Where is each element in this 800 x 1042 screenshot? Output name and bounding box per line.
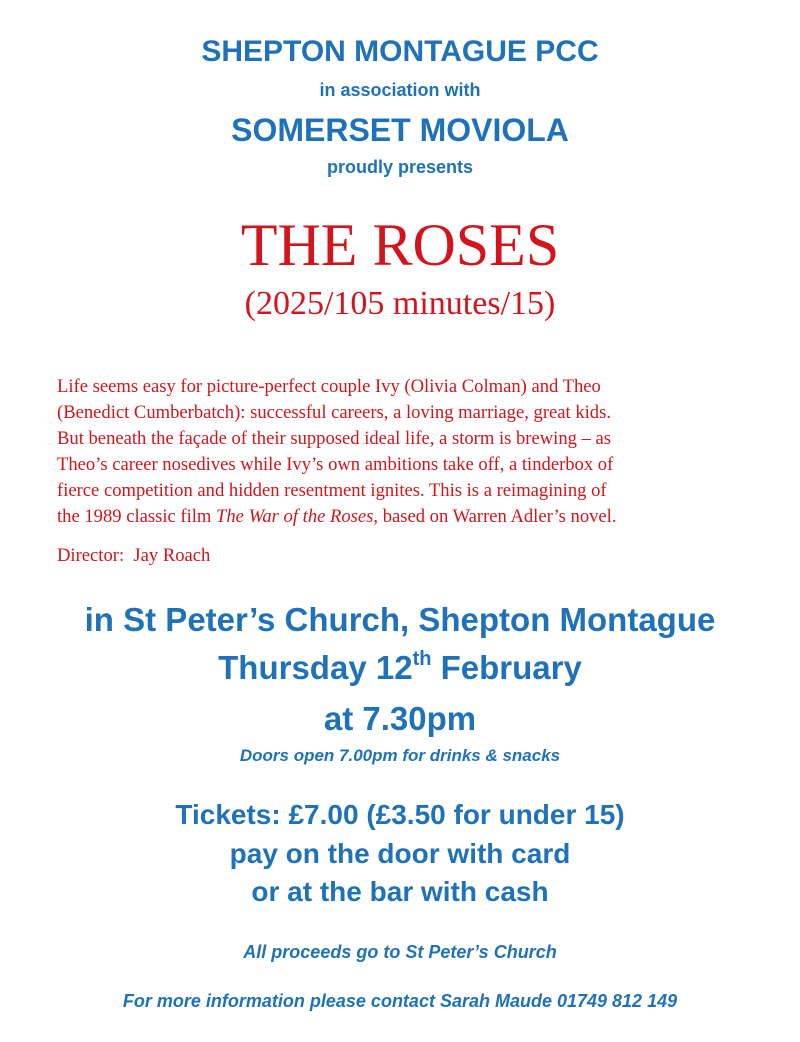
date-month: February — [431, 649, 582, 686]
date-day: Thursday 12 — [218, 649, 413, 686]
event-date — [0, 647, 800, 689]
synopsis-line: Theo’s career nosedives while Ivy’s own ambitions take off, a tinderbox of — [57, 454, 614, 475]
partner-heading: SOMERSET MOVIOLA — [231, 112, 569, 148]
organiser-heading: SHEPTON MONTAGUE PCC — [201, 35, 599, 68]
synopsis-line: Life seems easy for picture-perfect couple Ivy (Olivia Colman) and Theo — [57, 376, 601, 397]
date-ordinal: th — [412, 648, 432, 670]
synopsis-line: But beneath the façade of their supposed ideal life, a storm is brewing – as — [57, 428, 612, 449]
referenced-film-title: The War of the Roses — [216, 506, 374, 527]
proceeds-text: All proceeds go to St Peter’s Church — [243, 942, 557, 962]
synopsis-line: fierce competition and hidden resentment ignites. This is a reimagining of — [57, 480, 607, 501]
synopsis-line: (Benedict Cumberbatch): successful careers, a loving marriage, great kids. — [57, 402, 611, 423]
film-synopsis — [57, 374, 757, 530]
contact-text: For more information please contact Sarah Maude 01749 812 149 — [122, 991, 678, 1011]
payment-cash-text: or at the bar with cash — [251, 876, 549, 907]
presents-text: proudly presents — [326, 157, 474, 177]
synopsis-line-last — [57, 504, 757, 530]
director-credit: Director: Jay Roach — [57, 545, 211, 566]
event-time: at 7.30pm — [323, 700, 477, 737]
film-details: (2025/105 minutes/15) — [244, 285, 556, 322]
film-title: THE ROSES — [240, 212, 560, 278]
synopsis-text: , based on Warren Adler’s novel. — [373, 506, 617, 527]
payment-card-text: pay on the door with card — [229, 838, 571, 869]
synopsis-text: the 1989 classic film — [57, 506, 217, 527]
ticket-price: Tickets: £7.00 (£3.50 for under 15) — [175, 799, 625, 830]
venue-text: in St Peter’s Church, Shepton Montague — [84, 601, 716, 638]
association-text: in association with — [319, 80, 481, 100]
doors-open-text: Doors open 7.00pm for drinks & snacks — [239, 746, 561, 765]
